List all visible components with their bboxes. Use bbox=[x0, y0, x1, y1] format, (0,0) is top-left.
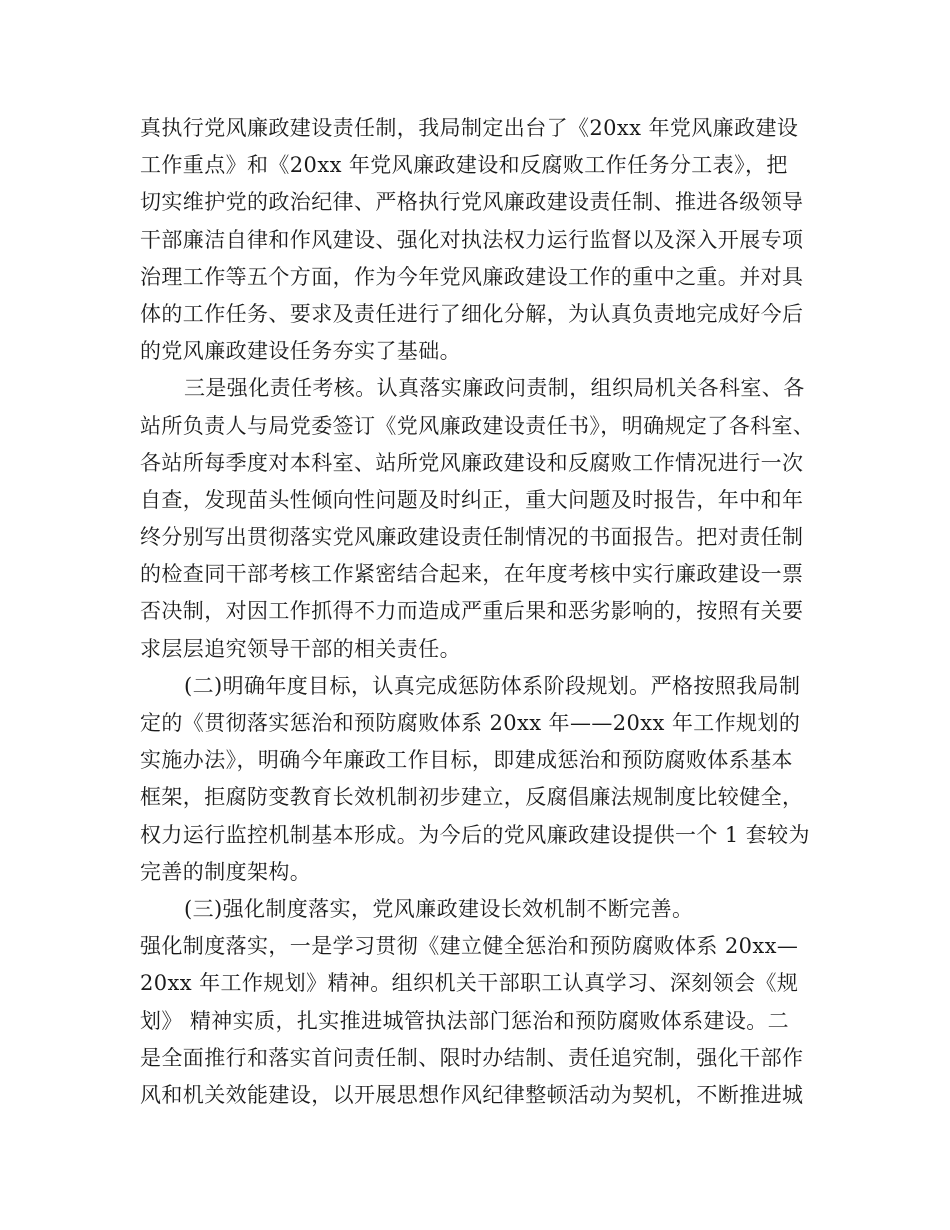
text-line: 否决制，对因工作抓得不力而造成严重后果和恶劣影响的，按照有关要 bbox=[140, 599, 804, 624]
text-line: 风和机关效能建设，以开展思想作风纪律整顿活动为契机，不断推进城 bbox=[140, 1082, 804, 1107]
text-line: 干部廉洁自律和作风建设、强化对执法权力运行监督以及深入开展专项 bbox=[140, 227, 804, 252]
text-line: 实施办法》，明确今年廉政工作目标，即建成惩治和预防腐败体系基本 bbox=[140, 748, 793, 773]
text-line: 的党风廉政建设任务夯实了基础。 bbox=[140, 339, 461, 364]
text-line: 工作重点》和《20xx 年党风廉政建设和反腐败工作任务分工表》，把 bbox=[140, 153, 788, 178]
text-line: 框架，拒腐防变教育长效机制初步建立，反腐倡廉法规制度比较健全， bbox=[140, 785, 804, 810]
text-line: 定的《贯彻落实惩治和预防腐败体系 20xx 年——20xx 年工作规划的 bbox=[140, 711, 801, 735]
text-line: 终分别写出贯彻落实党风廉政建设责任制情况的书面报告。把对责任制 bbox=[140, 525, 804, 550]
text-line: 强化制度落实，一是学习贯彻《建立健全惩治和预防腐败体系 20xx— bbox=[140, 934, 799, 959]
text-line: 各站所每季度对本科室、站所党风廉政建设和反腐败工作情况进行一次 bbox=[140, 450, 804, 475]
document-body bbox=[140, 110, 820, 1114]
text-line: 治理工作等五个方面，作为今年党风廉政建设工作的重中之重。并对具 bbox=[140, 264, 804, 289]
text-line: 是全面推行和落实首问责任制、限时办结制、责任追究制，强化干部作 bbox=[140, 1045, 804, 1070]
text-line: 站所负责人与局党委签订《党风廉政建设责任书》，明确规定了各科室、 bbox=[140, 413, 815, 438]
section-heading-line: (三)强化制度落实，党风廉政建设长效机制不断完善。 bbox=[184, 896, 694, 921]
text-line: 体的工作任务、要求及责任进行了细化分解，为认真负责地完成好今后 bbox=[140, 301, 804, 326]
text-line: 完善的制度架构。 bbox=[140, 859, 312, 884]
text-line: 求层层追究领导干部的相关责任。 bbox=[140, 636, 461, 661]
text-line: 自查，发现苗头性倾向性问题及时纠正，重大问题及时报告，年中和年 bbox=[140, 487, 804, 512]
text-line: 的检查同干部考核工作紧密结合起来，在年度考核中实行廉政建设一票 bbox=[140, 562, 804, 587]
text-line: 真执行党风廉政建设责任制，我局制定出台了《20xx 年党风廉政建设 bbox=[140, 116, 799, 140]
text-line: 切实维护党的政治纪律、严格执行党风廉政建设责任制、推进各级领导 bbox=[140, 190, 804, 215]
paragraph-start-line: (二)明确年度目标，认真完成惩防体系阶段规划。严格按照我局制 bbox=[184, 673, 801, 698]
text-line: 权力运行监控机制基本形成。为今后的党风廉政建设提供一个 1 套较为 bbox=[140, 822, 810, 847]
text-line: 20xx 年工作规划》精神。组织机关干部职工认真学习、深刻领会《规 bbox=[140, 971, 799, 996]
text-line: 划》 精神实质，扎实推进城管执法部门惩治和预防腐败体系建设。二 bbox=[140, 1008, 790, 1033]
paragraph-start-line: 三是强化责任考核。认真落实廉政问责制，组织局机关各科室、各 bbox=[184, 376, 805, 401]
